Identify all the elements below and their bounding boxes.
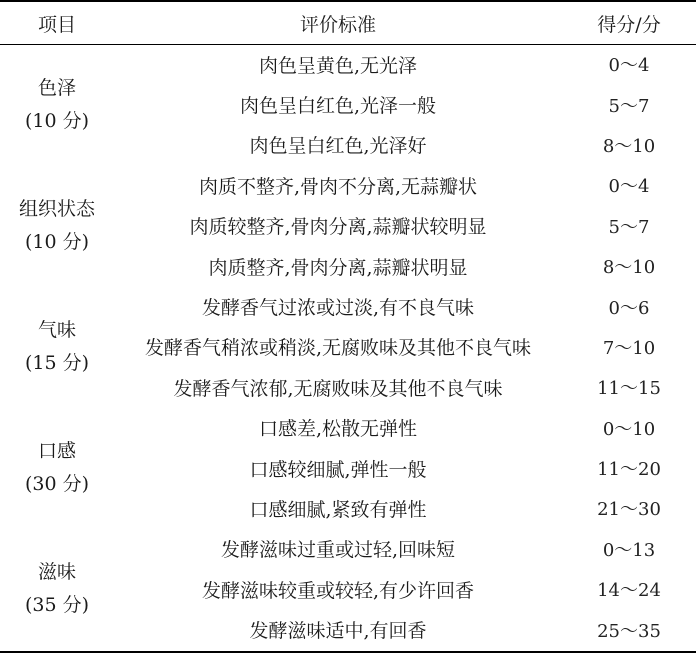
table-row bbox=[0, 165, 696, 205]
criteria-cell: 肉质不整齐,骨肉不分离,无蒜瓣状 bbox=[198, 175, 478, 198]
score-cell: 11～15 bbox=[597, 378, 661, 400]
criteria-cell: 口感细腻,紧致有弹性 bbox=[249, 498, 427, 521]
score-cell: 5～7 bbox=[608, 95, 650, 117]
score-cell: 0～6 bbox=[608, 297, 650, 319]
item-weight: (35 分) bbox=[24, 594, 90, 617]
criteria-cell: 发酵滋味适中,有回香 bbox=[249, 620, 427, 643]
item-name: 组织状态 bbox=[18, 197, 95, 220]
score-cell: 5～7 bbox=[608, 216, 650, 238]
item-name: 滋味 bbox=[37, 561, 76, 584]
item-name: 气味 bbox=[37, 318, 76, 341]
criteria-cell: 发酵香气稍浓或稍淡,无腐败味及其他不良气味 bbox=[144, 337, 532, 360]
criteria-cell: 肉质较整齐,骨肉分离,蒜瓣状较明显 bbox=[189, 216, 487, 239]
score-cell: 11～20 bbox=[597, 459, 661, 481]
header-criteria: 评价标准 bbox=[299, 13, 376, 36]
criteria-cell: 发酵香气过浓或过淡,有不良气味 bbox=[201, 297, 475, 320]
item-cell bbox=[0, 286, 114, 407]
criteria-cell: 肉色呈黄色,无光泽 bbox=[258, 54, 418, 77]
score-cell: 8～10 bbox=[602, 135, 656, 157]
table-row bbox=[0, 44, 696, 84]
item-cell bbox=[0, 529, 114, 650]
item-cell bbox=[0, 165, 114, 286]
criteria-cell: 发酵香气浓郁,无腐败味及其他不良气味 bbox=[173, 377, 503, 400]
item-name: 色泽 bbox=[37, 76, 76, 99]
score-cell: 0～10 bbox=[602, 418, 656, 440]
score-cell: 7～10 bbox=[602, 337, 656, 359]
item-name: 口感 bbox=[37, 440, 76, 463]
criteria-cell: 发酵滋味过重或过轻,回味短 bbox=[220, 539, 456, 562]
item-weight: (30 分) bbox=[24, 473, 90, 496]
item-weight: (10 分) bbox=[24, 109, 90, 132]
score-cell: 14～24 bbox=[597, 580, 661, 602]
score-cell: 0～4 bbox=[608, 176, 650, 198]
criteria-cell: 肉色呈白红色,光泽一般 bbox=[239, 95, 437, 118]
score-cell: 0～13 bbox=[602, 539, 656, 561]
score-cell: 21～30 bbox=[597, 499, 661, 521]
score-cell: 0～4 bbox=[608, 55, 650, 77]
header-row bbox=[0, 2, 696, 44]
header-score: 得分/分 bbox=[597, 13, 661, 36]
criteria-cell: 发酵滋味较重或较轻,有少许回香 bbox=[201, 579, 475, 602]
item-cell bbox=[0, 44, 114, 165]
criteria-cell: 肉色呈白红色,光泽好 bbox=[249, 135, 427, 158]
item-weight: (10 分) bbox=[24, 230, 90, 253]
item-weight: (15 分) bbox=[24, 351, 90, 374]
criteria-cell: 口感差,松散无弹性 bbox=[258, 418, 418, 441]
table-row bbox=[0, 529, 696, 569]
criteria-cell: 口感较细腻,弹性一般 bbox=[249, 458, 427, 481]
score-cell: 8～10 bbox=[602, 257, 656, 279]
bottom-rule bbox=[0, 651, 696, 653]
criteria-cell: 肉质整齐,骨肉分离,蒜瓣状明显 bbox=[208, 256, 468, 279]
table-row bbox=[0, 408, 696, 448]
evaluation-table bbox=[0, 2, 696, 650]
score-cell: 25～35 bbox=[597, 620, 661, 642]
header-item: 项目 bbox=[37, 13, 76, 36]
table-row bbox=[0, 286, 696, 326]
item-cell bbox=[0, 408, 114, 529]
